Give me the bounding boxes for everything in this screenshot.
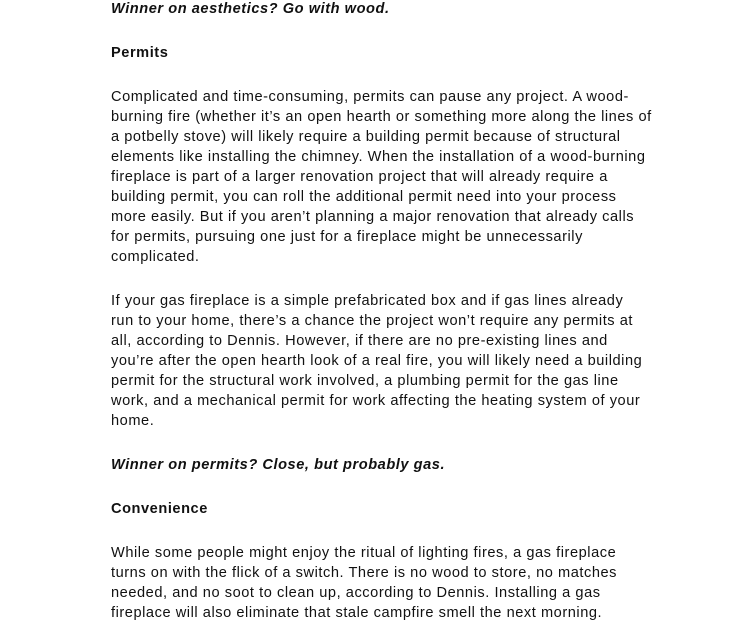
spacer	[111, 19, 741, 43]
paragraph-line: all, according to Dennis. However, if there are no pre-existing lines and	[111, 333, 608, 349]
spacer	[111, 431, 741, 455]
permits-paragraph-2	[111, 291, 741, 431]
paragraph-line: Complicated and time-consuming, permits can pause any project. A wood-	[111, 89, 629, 105]
paragraph-line: While some people might enjoy the ritual of lighting fires, a gas fireplace	[111, 545, 617, 561]
permits-paragraph-1	[111, 87, 741, 267]
paragraph-line: building permit, you can roll the additional permit need into your process	[111, 189, 617, 205]
convenience-paragraph-1	[111, 543, 741, 623]
paragraph-line: work, and a mechanical permit for work affecting the heating system of your	[111, 393, 641, 409]
paragraph-line: If your gas fireplace is a simple prefabricated box and if gas lines already	[111, 293, 624, 309]
paragraph-line: fireplace is part of a larger renovation project that will already require a	[111, 169, 608, 185]
paragraph-line: a potbelly stove) will likely require a building permit because of structural	[111, 129, 621, 145]
paragraph-line: needed, and no soot to clean up, according to Dennis. Installing a gas	[111, 585, 601, 601]
paragraph-line: home.	[111, 413, 155, 429]
spacer	[111, 63, 741, 87]
spacer	[111, 475, 741, 499]
paragraph-line: complicated.	[111, 249, 200, 265]
section-heading-permits: Permits	[111, 45, 169, 61]
article-body	[111, 0, 741, 623]
paragraph-line: more easily. But if you aren’t planning a major renovation that already calls	[111, 209, 635, 225]
paragraph-line: run to your home, there’s a chance the project won’t require any permits at	[111, 313, 634, 329]
verdict-aesthetics: Winner on aesthetics? Go with wood.	[111, 1, 390, 17]
paragraph-line: turns on with the flick of a switch. There is no wood to store, no matches	[111, 565, 618, 581]
paragraph-line: elements like installing the chimney. When the installation of a wood-burning	[111, 149, 646, 165]
paragraph-line: burning fire (whether it’s an open hearth or something more along the lines of	[111, 109, 652, 125]
spacer	[111, 519, 741, 543]
paragraph-line: permit for the structural work involved, a plumbing permit for the gas line	[111, 373, 619, 389]
verdict-permits: Winner on permits? Close, but probably gas.	[111, 457, 446, 473]
section-heading-convenience: Convenience	[111, 501, 208, 517]
paragraph-line: fireplace will also eliminate that stale campfire smell the next morning.	[111, 605, 603, 621]
paragraph-line: for permits, pursuing one just for a fireplace might be unnecessarily	[111, 229, 583, 245]
spacer	[111, 267, 741, 291]
paragraph-line: you’re after the open hearth look of a real fire, you will likely need a building	[111, 353, 643, 369]
